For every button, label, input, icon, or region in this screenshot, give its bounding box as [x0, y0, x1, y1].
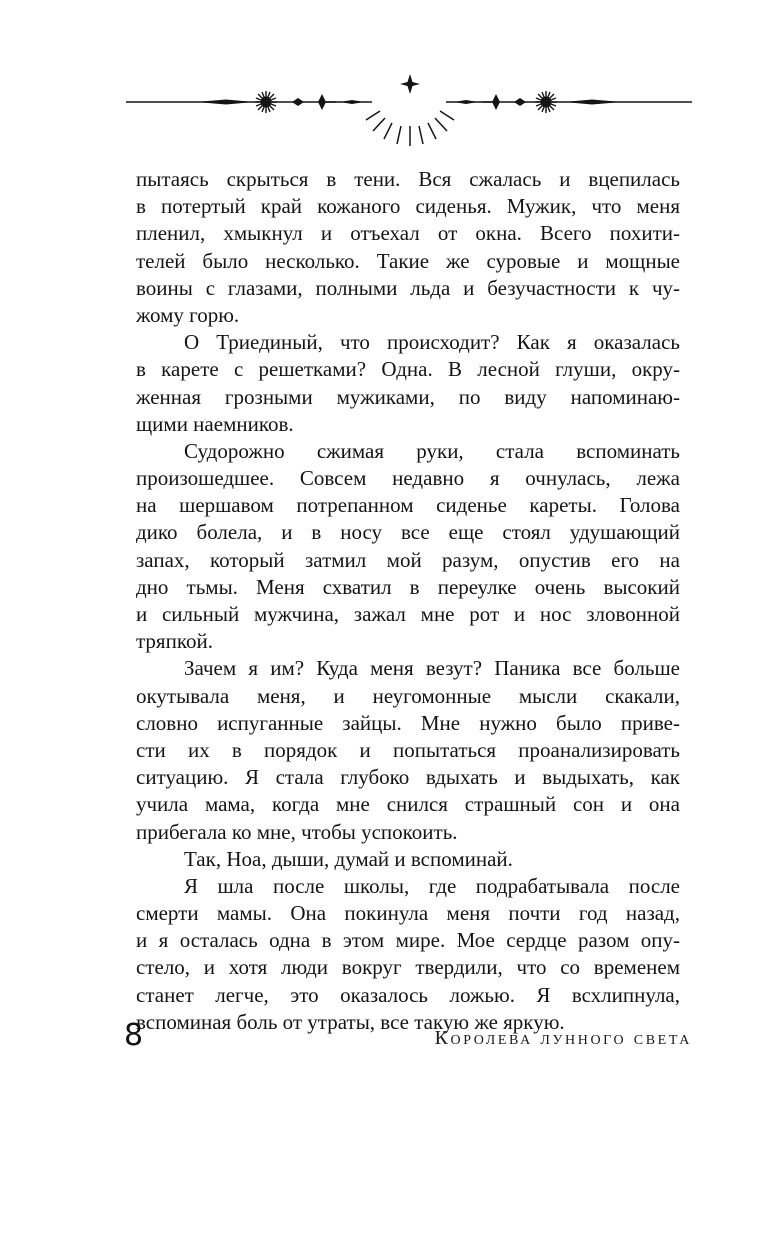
page-number: 8 — [124, 1018, 144, 1053]
text-line: стело, и хотя люди вокруг твердили, что со временем — [136, 955, 680, 980]
text-line: Судорожно сжимая руки, стала вспоминать — [184, 438, 680, 463]
text-line: воины с глазами, полными льда и безучастности к чу- — [136, 275, 680, 300]
text-line: в потертый край кожаного сиденья. Мужик, что меня — [136, 194, 680, 219]
text-line: прибегала ко мне, чтобы успокоить. — [136, 819, 458, 844]
text-line: тряпкой. — [136, 629, 213, 654]
text-line: пленил, хмыкнул и отъехал от окна. Всего похити- — [136, 221, 680, 246]
text-line: на шершавом потрепанном сиденье кареты. Голова — [136, 493, 680, 518]
text-line: телей было несколько. Такие же суровые и мощные — [136, 248, 680, 273]
page-footer — [124, 1018, 692, 1058]
text-line: и сильный мужчина, зажал мне рот и нос зловонной — [136, 602, 680, 626]
text-line: сти их в порядок и попытаться проанализировать — [136, 737, 680, 762]
text-line: щими наемников. — [136, 411, 294, 436]
text-line: Зачем я им? Куда меня везут? Паника все больше — [184, 656, 680, 681]
text-line: Я шла после школы, где подрабатывала после — [184, 873, 680, 898]
text-line: окутывала меня, и неугомонные мысли скакали, — [136, 683, 680, 708]
text-line: и я осталась одна в этом мире. Мое сердце разом опу- — [136, 928, 680, 953]
text-line: учила мама, когда мне снился страшный сон и она — [136, 792, 680, 817]
running-title: Королева лунного света — [434, 1027, 692, 1049]
text-line: смерти мамы. Она покинула меня почти год назад, — [136, 901, 680, 926]
body-text — [136, 166, 680, 1036]
text-line: запах, который затмил мой разум, опустив его на — [136, 547, 680, 572]
text-line: жому горю. — [136, 302, 240, 327]
text-line: пытаясь скрыться в тени. Вся сжалась и вцепилась — [136, 167, 680, 191]
text-line: словно испуганные зайцы. Мне нужно было приве- — [136, 710, 680, 735]
text-line: дико болела, и в носу все еще стоял удушающий — [136, 520, 680, 545]
text-line: в карете с решетками? Одна. В лесной глуши, окру- — [136, 357, 680, 382]
text-line: ситуацию. Я стала глубоко вдыхать и выдыхать, как — [136, 765, 680, 790]
text-line: О Триединый, что происходит? Как я оказалась — [184, 330, 680, 355]
text-line: вспоминая боль от утраты, все такую же яркую. — [136, 1009, 565, 1034]
text-line: Так, Ноа, дыши, думай и вспоминай. — [184, 846, 513, 871]
text-line: дно тьмы. Меня схватил в переулке очень высокий — [136, 574, 680, 599]
text-line: произошедшее. Совсем недавно я очнулась, лежа — [136, 466, 680, 491]
header-ornament — [126, 66, 692, 150]
text-line: женная грозными мужиками, по виду напоминаю- — [136, 384, 680, 409]
crescent-moon-ornament-icon — [126, 66, 692, 150]
text-line: станет легче, это оказалось ложью. Я всхлипнула, — [136, 982, 680, 1007]
